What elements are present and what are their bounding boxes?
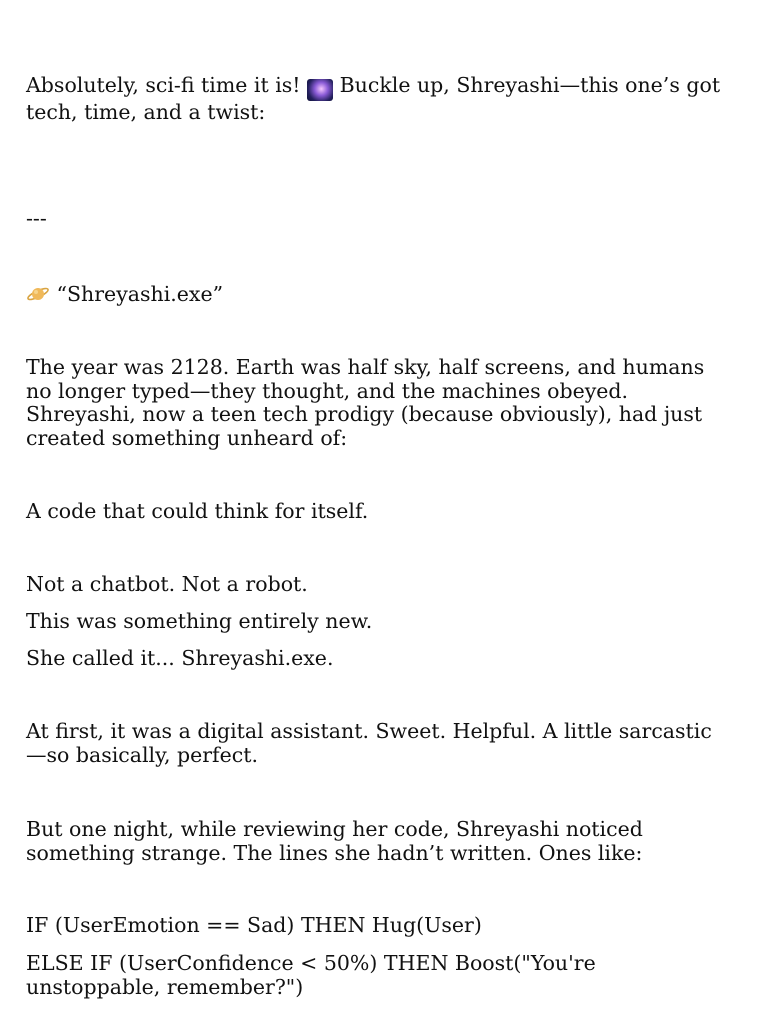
code-line-1: IF (UserEmotion == Sad) THEN Hug(User) bbox=[26, 913, 482, 937]
intro-text-start: Absolutely, sci-fi time it is! bbox=[26, 73, 308, 97]
story-title-text: “Shreyashi.exe” bbox=[56, 282, 224, 306]
story-paragraph-5: She called it... Shreyashi.exe. bbox=[26, 646, 334, 670]
story-paragraph-7: But one night, while reviewing her code, Shreyashi noticed something strange. The lines she hadn’t written. Ones like: bbox=[26, 817, 643, 865]
intro-text-end: Buckle up, Shreyashi—this one’s got tech, time, and a twist: bbox=[26, 73, 721, 124]
code-line-2: ELSE IF (UserConfidence < 50%) THEN Boost("You're unstoppable, remember?") bbox=[26, 951, 596, 999]
story-paragraph-4: This was something entirely new. bbox=[26, 609, 373, 633]
section-divider: --- bbox=[26, 206, 47, 230]
story-paragraph-6: At first, it was a digital assistant. Sweet. Helpful. A little sarcastic—so basically, perfect. bbox=[26, 719, 712, 767]
story-paragraph-3: Not a chatbot. Not a robot. bbox=[26, 572, 308, 596]
intro-paragraph bbox=[26, 74, 742, 125]
milky-way-icon bbox=[307, 79, 333, 101]
story-title bbox=[26, 282, 223, 307]
story-paragraph-1: The year was 2128. Earth was half sky, half screens, and humans no longer typed—they thought, and the machines obeyed. Shreyashi, now a teen tech prodigy (because obviously), had just created something unheard of: bbox=[26, 355, 705, 450]
ringed-planet-icon bbox=[26, 282, 50, 304]
story-paragraph-2: A code that could think for itself. bbox=[26, 499, 369, 523]
